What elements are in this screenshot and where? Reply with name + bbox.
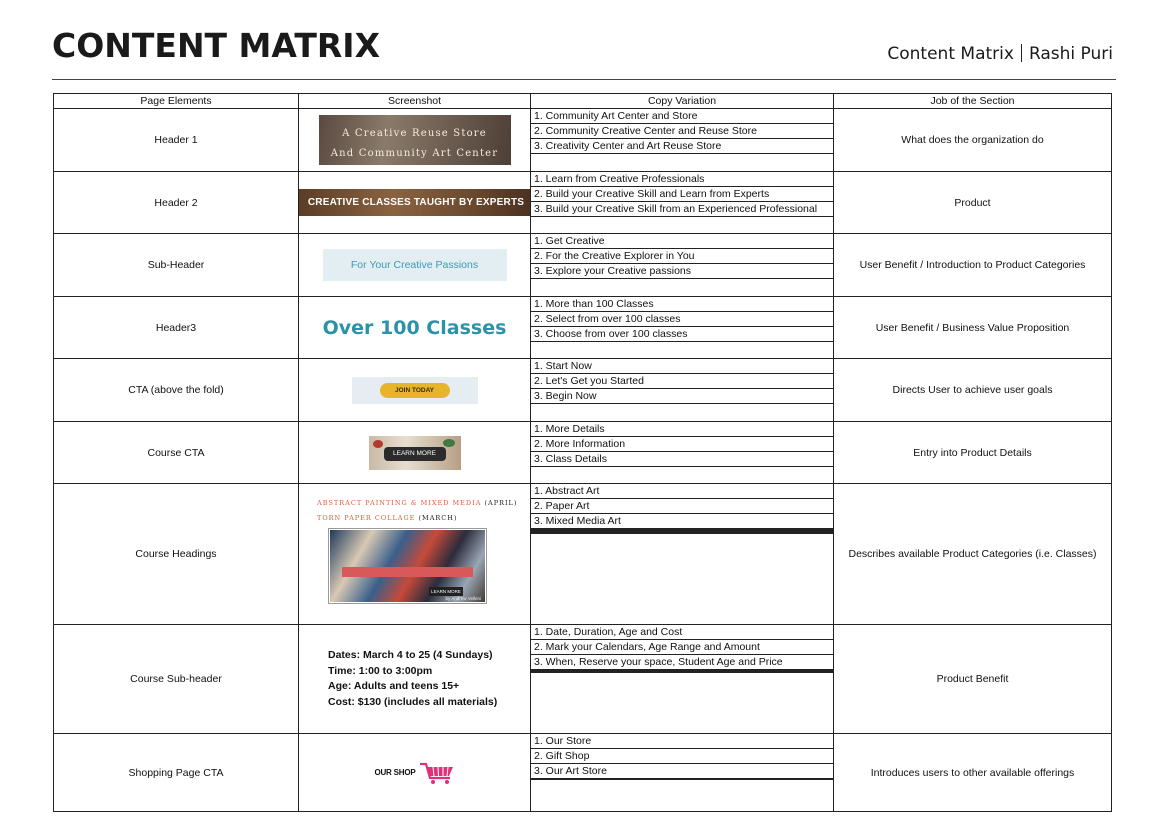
- col-header-copy-variation: Copy Variation: [531, 94, 834, 109]
- cta-thumbnail: [352, 377, 478, 404]
- header3-thumbnail: Over 100 Classes: [322, 316, 507, 339]
- copy-line: [531, 779, 833, 780]
- job-cell: Product: [834, 172, 1112, 234]
- leaf-decoration: [443, 439, 455, 447]
- course-headings-thumbnail: [299, 484, 530, 624]
- job-cell: Introduces users to other available offerings: [834, 734, 1112, 812]
- copy-line: 3. Creativity Center and Art Reuse Store: [531, 139, 833, 154]
- table-row: [54, 625, 1112, 734]
- copy-variation-cell: [531, 734, 834, 812]
- copy-line: 1. Get Creative: [531, 234, 833, 249]
- header1-thumbnail: [319, 115, 511, 165]
- subheader-thumbnail: For Your Creative Passions: [323, 249, 507, 281]
- copy-line: 2. Build your Creative Skill and Learn from Experts: [531, 187, 833, 202]
- copy-line: 1. Date, Duration, Age and Cost: [531, 625, 833, 640]
- screenshot-cell: [299, 422, 531, 484]
- copy-line: 2. Paper Art: [531, 499, 833, 514]
- page-element-cell: Sub-Header: [54, 234, 299, 297]
- byline-doc: Content Matrix: [887, 44, 1014, 64]
- table-row: [54, 422, 1112, 484]
- copy-line: 1. Start Now: [531, 359, 833, 374]
- course-dates: Dates: March 4 to 25 (4 Sundays): [328, 649, 493, 661]
- course-heading-collage: TORN PAPER COLLAGE (MARCH): [317, 514, 458, 522]
- byline-separator: [1021, 44, 1022, 62]
- copy-line: 3. Explore your Creative passions: [531, 264, 833, 279]
- copy-variation-cell: [531, 172, 834, 234]
- screenshot-cell: [299, 297, 531, 359]
- copy-variation-cell: [531, 484, 834, 625]
- table-row: [54, 172, 1112, 234]
- course-age: Age: Adults and teens 15+: [328, 680, 460, 692]
- copy-line: 3. Begin Now: [531, 389, 833, 404]
- byline-author: Rashi Puri: [1028, 44, 1113, 64]
- page-element-cell: Header 1: [54, 109, 299, 172]
- page-element-cell: CTA (above the fold): [54, 359, 299, 422]
- table-row: [54, 359, 1112, 422]
- table-row: [54, 234, 1112, 297]
- course-cost: Cost: $130 (includes all materials): [328, 695, 498, 708]
- copy-line: 3. Mixed Media Art: [531, 514, 833, 529]
- byline: [887, 44, 1113, 64]
- join-today-button: JOIN TODAY: [380, 383, 450, 398]
- header-row: [54, 94, 1112, 109]
- screenshot-cell: [299, 234, 531, 297]
- table-row: [54, 109, 1112, 172]
- artwork-image: [330, 530, 485, 602]
- job-cell: User Benefit / Business Value Proposition: [834, 297, 1112, 359]
- copy-line: 2. More Information: [531, 437, 833, 452]
- header1-line1: A Creative Reuse Store: [342, 128, 487, 139]
- screenshot-cell: [299, 484, 531, 625]
- page-element-cell: Course Sub-header: [54, 625, 299, 734]
- header1-line2: And Community Art Center: [330, 148, 499, 159]
- copy-line: [531, 533, 833, 534]
- course-heading-abstract: ABSTRACT PAINTING & MIXED MEDIA (APRIL): [317, 499, 518, 507]
- copy-line: 2. Gift Shop: [531, 749, 833, 764]
- artwork-band: [342, 567, 473, 577]
- job-cell: Entry into Product Details: [834, 422, 1112, 484]
- copy-variation-cell: [531, 234, 834, 297]
- copy-line: 1. More Details: [531, 422, 833, 437]
- job-cell: User Benefit / Introduction to Product Categories: [834, 234, 1112, 297]
- shop-thumbnail: [374, 761, 454, 785]
- col-header-screenshot: Screenshot: [299, 94, 531, 109]
- copy-line: 2. Select from over 100 classes: [531, 312, 833, 327]
- content-matrix-table: [53, 93, 1112, 812]
- page-element-cell: Course CTA: [54, 422, 299, 484]
- copy-line: 3. When, Reserve your space, Student Age and Price: [531, 655, 833, 670]
- header2-thumbnail: CREATIVE CLASSES TAUGHT BY EXPERTS: [299, 189, 531, 216]
- copy-line: 1. Community Art Center and Store: [531, 109, 833, 124]
- copy-variation-cell: [531, 297, 834, 359]
- job-cell: Directs User to achieve user goals: [834, 359, 1112, 422]
- copy-line: 2. Let's Get you Started: [531, 374, 833, 389]
- page-element-cell: Header3: [54, 297, 299, 359]
- learn-more-button: LEARN MORE: [384, 447, 446, 461]
- copy-line: 3. Our Art Store: [531, 764, 833, 779]
- title-rule: [52, 79, 1116, 80]
- copy-line: 2. For the Creative Explorer in You: [531, 249, 833, 264]
- col-header-job: Job of the Section: [834, 94, 1112, 109]
- copy-line: 2. Community Creative Center and Reuse Store: [531, 124, 833, 139]
- copy-variation-cell: [531, 625, 834, 734]
- copy-line: 2. Mark your Calendars, Age Range and Amount: [531, 640, 833, 655]
- copy-line: [531, 672, 833, 673]
- job-cell: Describes available Product Categories (i.e. Classes): [834, 484, 1112, 625]
- course-cta-thumbnail: [369, 436, 461, 470]
- copy-variation-cell: [531, 422, 834, 484]
- screenshot-cell: [299, 625, 531, 734]
- table-row: [54, 734, 1112, 812]
- screenshot-cell: [299, 734, 531, 812]
- copy-variation-cell: [531, 109, 834, 172]
- col-header-page-elements: Page Elements: [54, 94, 299, 109]
- job-cell: What does the organization do: [834, 109, 1112, 172]
- page-title: CONTENT MATRIX: [52, 26, 381, 65]
- page-element-cell: Header 2: [54, 172, 299, 234]
- artwork-learn-more: LEARN MORE: [429, 587, 463, 596]
- our-shop-label: OUR SHOP: [374, 768, 416, 777]
- screenshot-cell: [299, 109, 531, 172]
- copy-line: 3. Build your Creative Skill from an Experienced Professional: [531, 202, 833, 217]
- copy-line: 3. Choose from over 100 classes: [531, 327, 833, 342]
- shopping-cart-icon: [419, 761, 455, 785]
- table-row: [54, 484, 1112, 625]
- screenshot-cell: [299, 172, 531, 234]
- artwork-credit: by Andrew Velleni: [445, 596, 481, 601]
- page-element-cell: Shopping Page CTA: [54, 734, 299, 812]
- leaf-decoration: [373, 440, 383, 448]
- page-element-cell: Course Headings: [54, 484, 299, 625]
- course-time: Time: 1:00 to 3:00pm: [328, 664, 433, 677]
- screenshot-cell: [299, 359, 531, 422]
- job-cell: Product Benefit: [834, 625, 1112, 734]
- copy-line: 1. More than 100 Classes: [531, 297, 833, 312]
- copy-variation-cell: [531, 359, 834, 422]
- copy-line: 3. Class Details: [531, 452, 833, 467]
- copy-line: 1. Our Store: [531, 734, 833, 749]
- copy-line: 1. Abstract Art: [531, 484, 833, 499]
- copy-line: 1. Learn from Creative Professionals: [531, 172, 833, 187]
- course-subheader-thumbnail: [299, 648, 530, 710]
- table-row: [54, 297, 1112, 359]
